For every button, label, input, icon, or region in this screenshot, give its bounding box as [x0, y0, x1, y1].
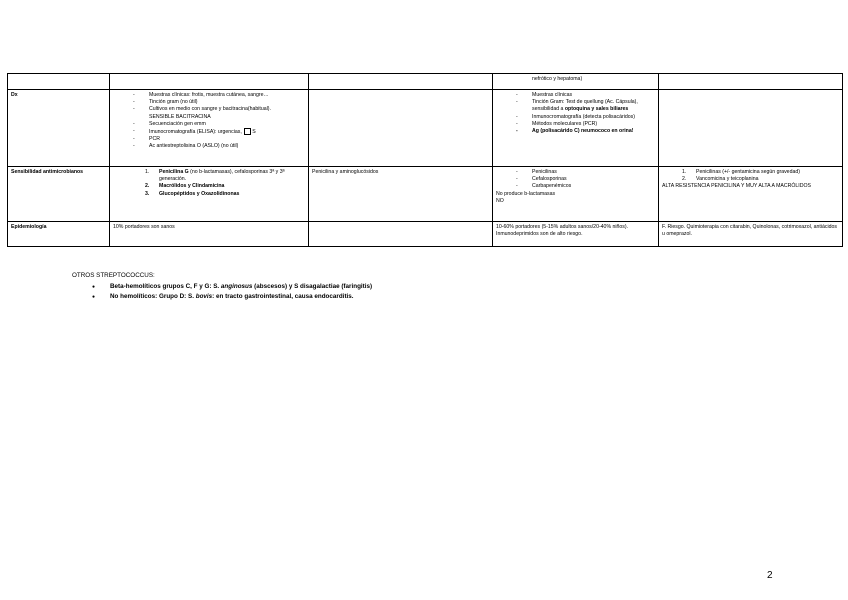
- table-cell: [493, 90, 659, 167]
- table-cell: [110, 167, 309, 222]
- list-item: 1. Penicilina G (no b-lactamasas), cefalosporinas 3ª y 3ª generación.: [145, 169, 285, 183]
- list-item: - Secuenciación gen emm: [133, 121, 305, 128]
- page-number: 2: [767, 570, 773, 581]
- list-item: - Ac antiestreptolisina O (ASLO) (no útil): [133, 143, 305, 150]
- table-cell: [110, 90, 309, 167]
- note-line: No produce b-lactamasas: [496, 190, 556, 197]
- list-item: - Muestras clínicas: frotis, muestra cutánea, sangre…: [133, 92, 305, 99]
- list-item: - Penicilinas: [516, 169, 655, 176]
- row-header: Epidemiología: [8, 222, 110, 247]
- sens-list: [113, 169, 305, 198]
- list-item: - Cefalosporinas: [516, 176, 655, 183]
- list-item: 3. Glucopéptidos y Oxazolidinonas: [145, 190, 240, 197]
- row-header: Sensibilidad antimicrobianos: [8, 167, 110, 222]
- list-item: - Tinción Gram: Test de quellung (Ac. Cápsula), sensibilidad a optoquina y sales biliares: [516, 99, 655, 113]
- list-item: - Cultivos en medio con sangre y bacitracina(habitual).: [133, 106, 305, 113]
- dx-list: [113, 92, 305, 114]
- list-item: - Imunocromatografía (ELISA): urgencias, S: [133, 128, 305, 136]
- table-cell: [659, 90, 843, 167]
- resistance-note: ALTA RESISTENCIA PENICILINA Y MUY ALTA A MACRÓLIDOS: [662, 183, 811, 190]
- table-cell: [309, 90, 493, 167]
- dx-list-neumococo: [496, 92, 655, 135]
- list-item: 1. Penicilinas (+/- gentamicina según gravedad): [682, 169, 800, 175]
- table-cell: F. Riesgo. Quimioterapia con citarabin, Quinolonas, cotrimoxazol, antiácidos u omeprazol.: [659, 222, 843, 247]
- list-item: - Ag (polisacárido C) neumococo en orina!: [516, 128, 655, 135]
- list-continuation: SENSIBLE BACITRACINA: [149, 113, 211, 120]
- table-cell: nefrótico y hepatoma): [493, 74, 659, 90]
- table-row: [8, 90, 843, 167]
- list-item: - Métodos moleculares (PCR): [516, 121, 655, 128]
- table-row: [8, 167, 843, 222]
- note-line: NO: [496, 197, 504, 204]
- missing-glyph-icon: [244, 128, 251, 135]
- table-cell: [309, 222, 493, 247]
- table-cell: [493, 167, 659, 222]
- list-item: - Tinción gram (no útil): [133, 99, 305, 106]
- streptococcus-table: [7, 73, 843, 247]
- list-item: 2. Vancomicina y teicoplanina: [682, 176, 759, 183]
- list-item: - PCR: [133, 136, 305, 143]
- list-item: 2. Macrólidos y Clindamicina: [145, 183, 225, 190]
- table-cell: 10% portadores son sanos: [110, 222, 309, 247]
- table-row: [8, 222, 843, 247]
- table-cell: Penicilina y aminoglucósidos: [309, 167, 493, 222]
- table-cell: 10-60% portadores (5-15% adultos sanos/20-40% niños). Inmunodeprimidos son de alto riesgo.: [493, 222, 659, 247]
- notes-heading: OTROS STREPTOCOCCUS:: [72, 272, 155, 279]
- list-item: - Inmunocromatografía (detecta polisacáridos): [516, 114, 655, 121]
- list-item: - Carbapenémicos: [516, 183, 655, 190]
- table-row: [8, 74, 843, 90]
- list-item: ● Beta-hemolíticos grupos C, F y G: S. anginosus (abscesos) y S disagalactiae (faringitis): [92, 282, 372, 293]
- other-streptococcus-notes: [72, 271, 372, 303]
- table-cell: [659, 167, 843, 222]
- list-item: - Muestras clínicas: [516, 92, 655, 99]
- list-item: ● No hemolíticos: Grupo D: S. bovis: en tracto gastrointestinal, causa endocarditis.: [92, 292, 372, 303]
- row-header: Dx: [8, 90, 110, 167]
